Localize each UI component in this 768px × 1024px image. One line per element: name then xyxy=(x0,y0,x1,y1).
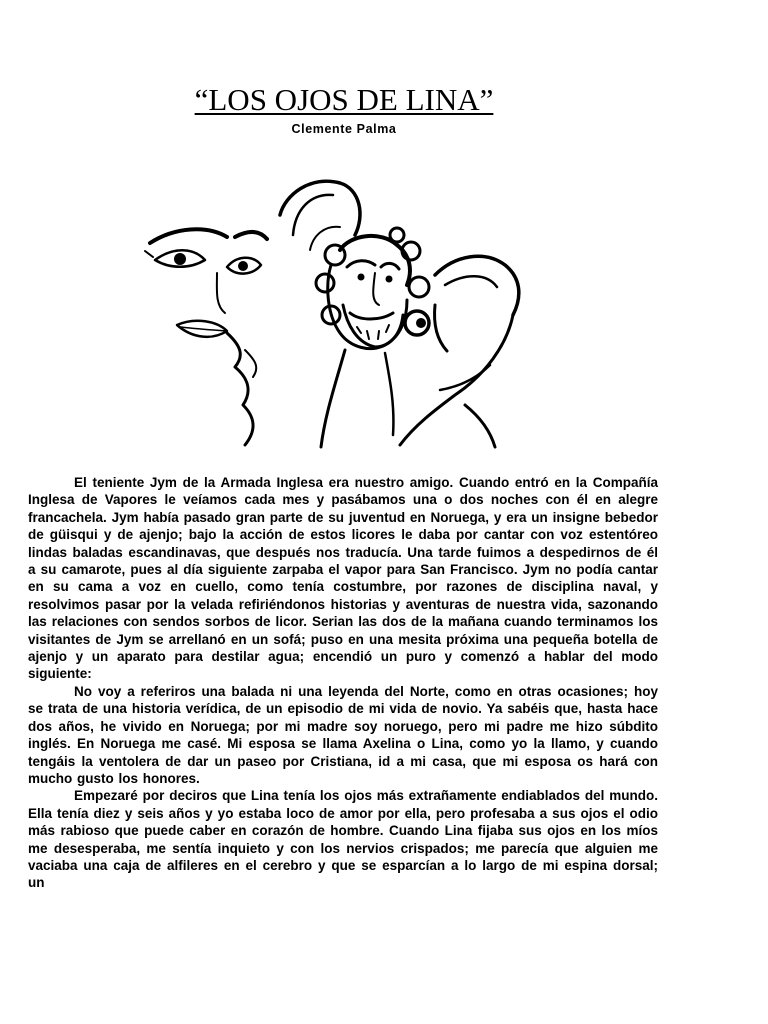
paragraph: No voy a referiros una balada ni una leyenda del Norte, como en otras ocasiones; hoy se trata de una historia verídica, de un episodio de mi vida de novio. Ya sabéis que, hasta hace dos años, he vivido en Noruega; por mi madre soy noruego, pero mi padre me hizo súbdito inglés. En Noruega me casé. Mi esposa se llama Axelina o Lina, como yo la llamo, y cuando tengáis la ventolera de dar un paseo por Cristiana, id a mi casa, que mi esposa os hará con mucho gusto los honores. xyxy=(28,683,658,786)
ink-sketch-illustration xyxy=(135,155,530,450)
ink-sketch-woman-face-and-man-head-icon xyxy=(135,155,530,450)
paragraph: Empezaré por deciros que Lina tenía los ojos más extrañamente endiablados del mundo. Ella tenía diez y seis años y yo estaba loco de amor por ella, pero profesaba a sus ojos el odio más rabioso que puede caber en corazón de hombre. Cuando Lina fijaba sus ojos en los míos me desesperaba, me sentía inquieto y con los nervios crispados; me parecía que alguien me vaciaba una caja de alfileres en el cerebro y que se esparcían a lo largo de mi espina dorsal; un xyxy=(28,788,658,891)
document-title: “LOS OJOS DE LINA” xyxy=(194,82,494,117)
story-body xyxy=(28,474,658,892)
paragraph: El teniente Jym de la Armada Inglesa era nuestro amigo. Cuando entró en la Compañía Inglesa de Vapores le veíamos cada mes y pasábamos una o dos noches con él en alegre francachela. Jym había pasado gran parte de su juventud en Noruega, y era un insigne bebedor de güisqui y de ajenjo; bajo la acción de estos licores le daba por cantar con voz estentóreo lindas baladas escandinavas, que después nos traducía. Una tarde fuimos a despedirnos de él a su camarote, pues al día siguiente zarpaba el vapor para San Francisco. Jym no podía cantar en su cama a voz en cuello, como tenía costumbre, por razones de disciplina naval, y resolvimos pasar por la velada refiriéndonos historias y aventuras de nuestra vida, sazonando las relaciones con sendos sorbos de licor. Serian las dos de la mañana cuando terminamos los visitantes de Jym se arrellanó en un sofá; puso en una mesita próxima una pequeña botella de ajenjo y un aparato para destilar agua; encendió un puro y comenzó a hablar del modo siguiente: xyxy=(28,475,658,682)
author-name: Clemente Palma xyxy=(291,122,397,136)
